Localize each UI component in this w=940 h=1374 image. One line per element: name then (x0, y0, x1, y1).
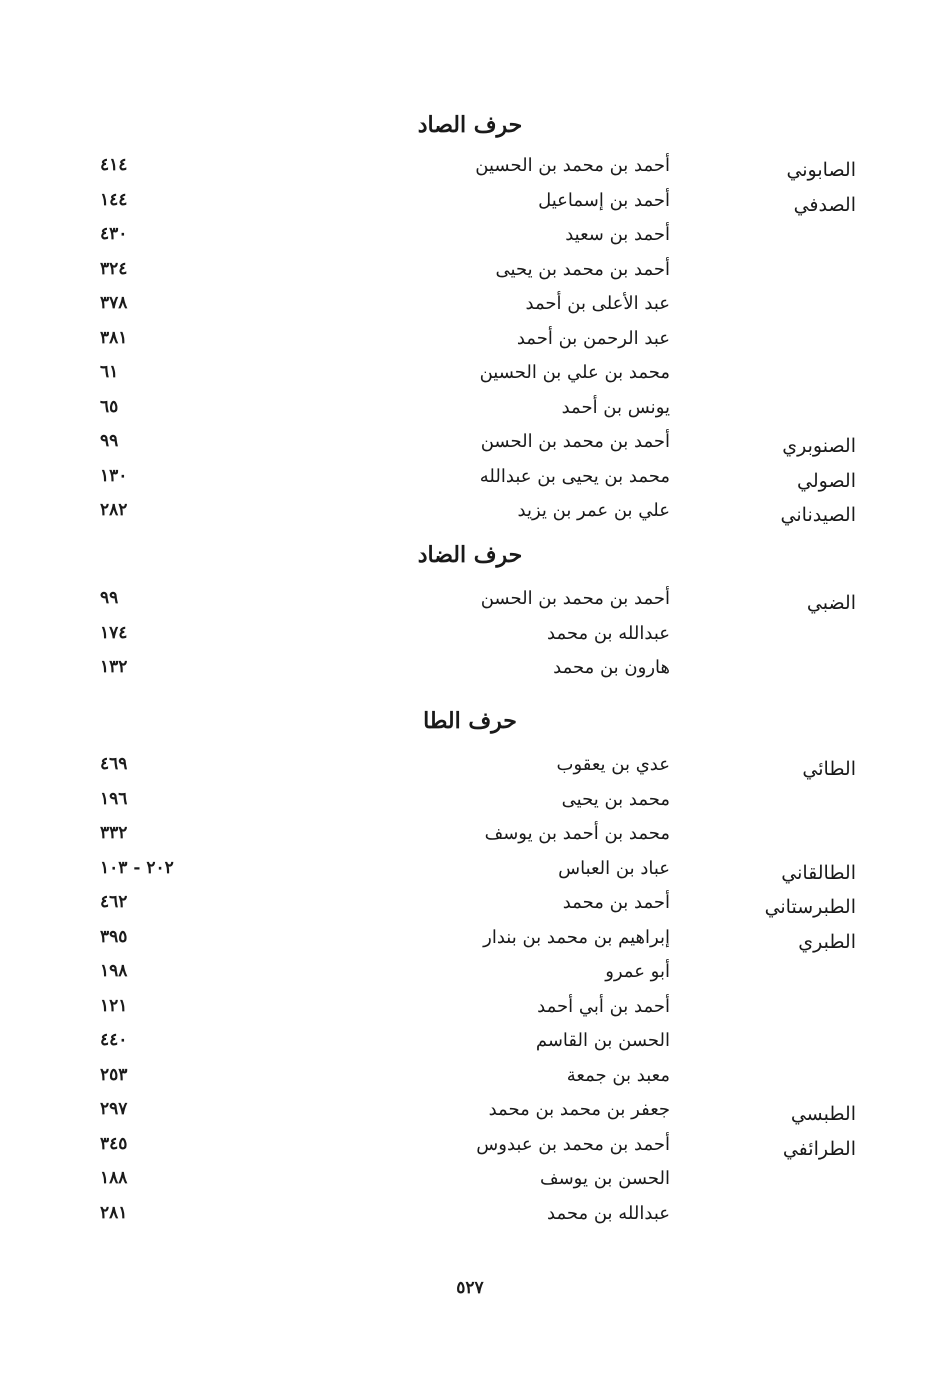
index-entry (0, 190, 940, 225)
entry-list (0, 588, 940, 692)
section-title: حرف الطا (423, 708, 517, 734)
entry-page: ٦١ (100, 362, 119, 382)
entry-page: ٢٩٧ (100, 1099, 128, 1119)
index-entry (0, 754, 940, 789)
entry-page: ٣٤٥ (100, 1133, 128, 1154)
entry-name: محمد بن علي بن الحسين (479, 362, 670, 383)
index-entry (0, 858, 940, 893)
entry-name: أبو عمرو (605, 961, 670, 982)
entry-name: عبد الأعلى بن أحمد (525, 293, 670, 314)
entry-page: ٣٧٨ (100, 293, 128, 313)
index-entry (0, 1134, 940, 1169)
section-title: حرف الصاد (417, 112, 523, 138)
index-entry (0, 293, 940, 328)
entry-nisba: الصيدناني (780, 504, 856, 526)
entry-page: ٢٨١ (100, 1202, 128, 1223)
entry-name: أحمد بن أبي أحمد (537, 995, 670, 1017)
entry-page: ١٣٠ (100, 465, 128, 486)
entry-name: الحسن بن يوسف (539, 1168, 670, 1189)
index-entry (0, 823, 940, 858)
entry-name: إبراهيم بن محمد بن بندار (483, 926, 670, 948)
entry-name: أحمد بن إسماعيل (538, 189, 670, 211)
entry-nisba: الصدفي (793, 193, 856, 216)
entry-page: ٢٨٢ (100, 500, 128, 520)
entry-page: ١٧٤ (100, 622, 128, 643)
index-entry (0, 892, 940, 927)
entry-page: ٤٣٠ (100, 224, 128, 244)
entry-page: ٩٩ (100, 431, 119, 451)
entry-name: محمد بن يحيى بن عبدالله (479, 465, 670, 487)
entry-nisba: الصنوبري (782, 435, 856, 457)
entry-nisba: الطبري (798, 930, 856, 953)
index-entry (0, 789, 940, 824)
entry-name: أحمد بن محمد بن عبدوس (476, 1133, 670, 1155)
entry-nisba: الصابوني (786, 159, 856, 181)
index-entry (0, 224, 940, 259)
entry-name: محمد بن يحيى (561, 788, 670, 810)
entry-name: معبد بن جمعة (566, 1064, 670, 1086)
index-entry (0, 996, 940, 1031)
entry-page: ٢٥٣ (100, 1064, 128, 1085)
entry-name: أحمد بن محمد بن الحسن (480, 431, 670, 452)
entry-name: عبدالله بن محمد (547, 622, 670, 644)
entry-page: ٢٠٢ - ١٠٣ (100, 857, 174, 878)
index-entry (0, 259, 940, 294)
index-entry (0, 1065, 940, 1100)
entry-page: ١٢١ (100, 995, 128, 1016)
entry-name: عبدالله بن محمد (547, 1202, 670, 1224)
index-entry (0, 397, 940, 432)
entry-page: ٤٦٢ (100, 892, 128, 912)
index-entry (0, 961, 940, 996)
entry-name: عدي بن يعقوب (556, 754, 670, 775)
entry-nisba: الطالقاني (781, 861, 856, 884)
entry-nisba: الطبرستاني (764, 896, 856, 918)
entry-page: ١٨٨ (100, 1168, 128, 1188)
entry-name: أحمد بن محمد بن الحسين (475, 155, 670, 176)
entry-name: هارون بن محمد (553, 657, 670, 678)
entry-list (0, 155, 940, 535)
index-entry (0, 623, 940, 658)
entry-name: محمد بن أحمد بن يوسف (484, 823, 670, 844)
entry-page: ٤١٤ (100, 155, 128, 175)
entry-nisba: الضبي (806, 592, 856, 614)
section-title: حرف الضاد (417, 542, 523, 568)
entry-page: ١٩٨ (100, 961, 128, 981)
index-entry (0, 1030, 940, 1065)
entry-page: ١٩٦ (100, 788, 128, 809)
index-entry (0, 927, 940, 962)
entry-page: ٣٨١ (100, 327, 128, 348)
entry-page: ٩٩ (100, 588, 119, 608)
page-number: ٥٢٧ (456, 1278, 484, 1298)
entry-page: ٤٤٠ (100, 1030, 128, 1050)
index-entry (0, 657, 940, 692)
entry-nisba: الطبسي (790, 1103, 856, 1125)
entry-name: علي بن عمر بن يزيد (517, 500, 670, 521)
entry-page: ٣٣٢ (100, 823, 128, 843)
index-entry (0, 155, 940, 190)
index-entry (0, 362, 940, 397)
entry-page: ٤٦٩ (100, 754, 128, 774)
entry-nisba: الطائي (802, 758, 856, 780)
entry-name: عبد الرحمن بن أحمد (516, 327, 670, 349)
entry-page: ١٤٤ (100, 189, 128, 210)
index-entry (0, 431, 940, 466)
entry-list (0, 754, 940, 1237)
entry-page: ٦٥ (100, 396, 119, 417)
index-entry (0, 1099, 940, 1134)
index-entry (0, 500, 940, 535)
entry-name: الحسن بن القاسم (535, 1030, 670, 1051)
entry-nisba: الصولي (797, 469, 856, 492)
entry-name: أحمد بن محمد بن الحسن (480, 588, 670, 609)
entry-page: ٣٢٤ (100, 258, 128, 279)
index-entry (0, 588, 940, 623)
entry-name: يونس بن أحمد (561, 396, 670, 418)
entry-name: أحمد بن محمد (562, 892, 670, 913)
index-entry (0, 466, 940, 501)
entry-name: جعفر بن محمد بن محمد (488, 1099, 670, 1120)
entry-nisba: الطرائفي (782, 1137, 856, 1160)
index-entry (0, 328, 940, 363)
entry-name: أحمد بن سعيد (565, 224, 670, 245)
entry-name: عباد بن العباس (558, 857, 670, 879)
entry-name: أحمد بن محمد بن يحيى (495, 258, 670, 280)
entry-page: ١٣٢ (100, 657, 128, 677)
index-entry (0, 1168, 940, 1203)
entry-page: ٣٩٥ (100, 926, 128, 947)
index-entry (0, 1203, 940, 1238)
